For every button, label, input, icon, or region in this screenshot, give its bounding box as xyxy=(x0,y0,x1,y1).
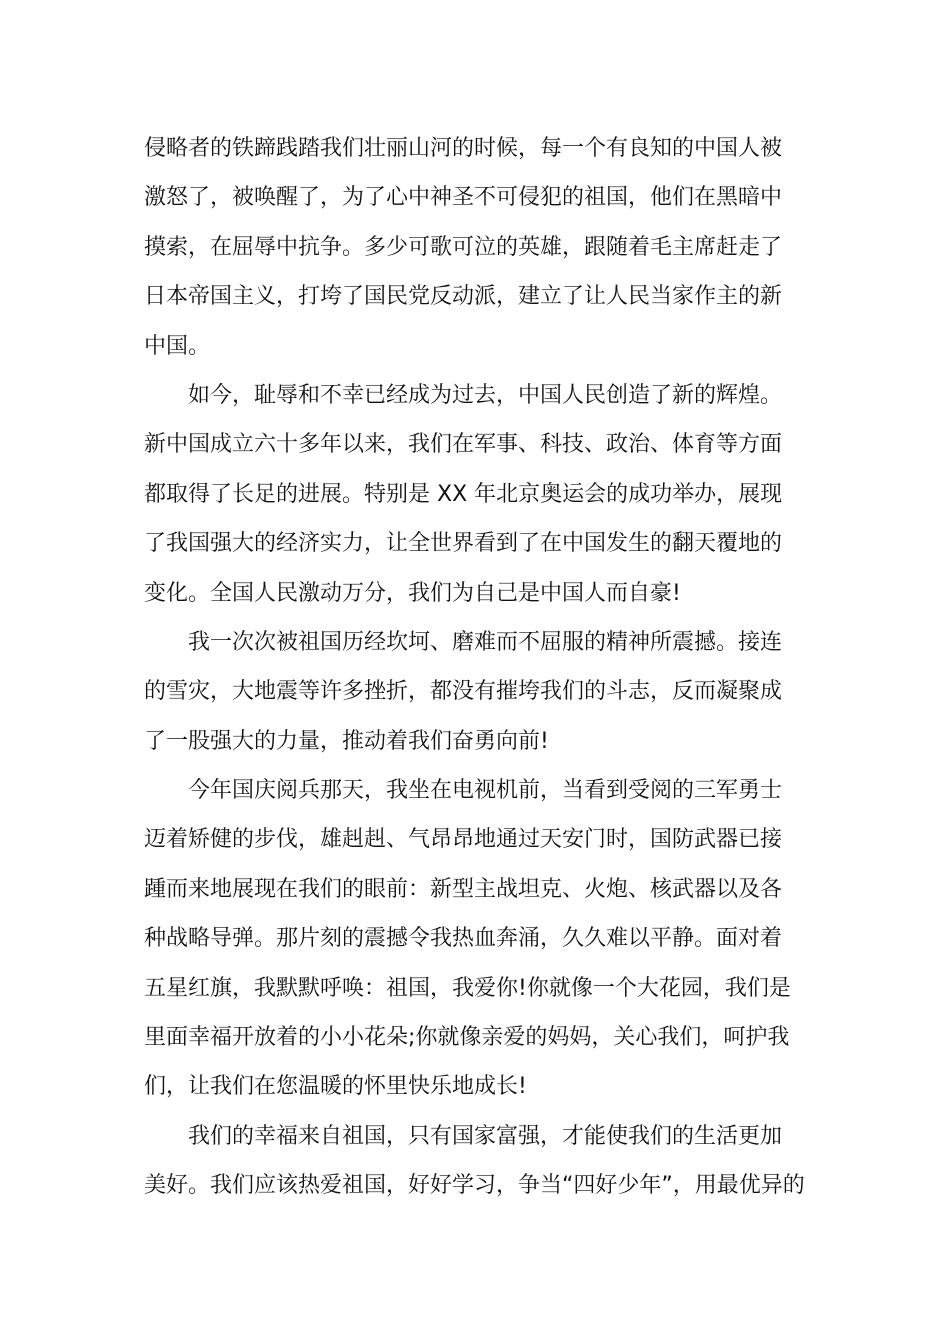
document-body xyxy=(144,124,808,1211)
text-line: 们，让我们在您温暖的怀里快乐地成长! xyxy=(144,1074,527,1100)
paragraph xyxy=(144,766,808,1112)
text-line: 的雪灾，大地震等许多挫折，都没有摧垮我们的斗志，反而凝聚成 xyxy=(144,679,783,705)
text-line: 我们的幸福来自祖国，只有国家富强，才能使我们的生活更加 xyxy=(188,1123,783,1149)
text-line: 里面幸福开放着的小小花朵;你就像亲爱的妈妈，关心我们，呵护我 xyxy=(144,1025,790,1051)
text-line: 如今，耻辱和不幸已经成为过去，中国人民创造了新的辉煌。 xyxy=(188,382,783,408)
text-line: 日本帝国主义，打垮了国民党反动派，建立了让人民当家作主的新 xyxy=(144,284,783,310)
text-line: 侵略者的铁蹄践踏我们壮丽山河的时候，每一个有良知的中国人被 xyxy=(144,136,783,161)
text-line: 美好。我们应该热爱祖国，好好学习，争当“四好少年”，用最优异的 xyxy=(144,1173,805,1199)
paragraph xyxy=(144,124,808,371)
text-line: 激怒了，被唤醒了，为了心中神圣不可侵犯的祖国，他们在黑暗中 xyxy=(144,185,783,211)
text-line: 变化。全国人民激动万分，我们为自己是中国人而自豪! xyxy=(144,580,681,606)
paragraph xyxy=(144,371,808,618)
text-line: 种战略导弹。那片刻的震撼令我热血奔涌，久久难以平静。面对着 xyxy=(144,926,783,952)
text-line: 了一股强大的力量，推动着我们奋勇向前! xyxy=(144,728,549,754)
text-line: 我一次次被祖国历经坎坷、磨难而不屈服的精神所震撼。接连 xyxy=(188,629,783,655)
text-line: 了我国强大的经济实力，让全世界看到了在中国发生的翻天覆地的 xyxy=(144,531,783,557)
text-line: 迈着矫健的步伐，雄赳赳、气昂昂地通过天安门时，国防武器已接 xyxy=(144,827,783,853)
paragraph xyxy=(144,1112,808,1211)
text-line: 新中国成立六十多年以来，我们在军事、科技、政治、体育等方面 xyxy=(144,432,783,458)
text-line: 踵而来地展现在我们的眼前：新型主战坦克、火炮、核武器以及各 xyxy=(144,876,783,902)
text-line: 摸索，在屈辱中抗争。多少可歌可泣的英雄，跟随着毛主席赶走了 xyxy=(144,234,783,260)
paragraph xyxy=(144,618,808,766)
text-line: 今年国庆阅兵那天，我坐在电视机前，当看到受阅的三军勇士 xyxy=(188,778,783,804)
text-line: 都取得了长足的进展。特别是 XX 年北京奥运会的成功举办，展现 xyxy=(144,481,783,507)
text-line: 五星红旗，我默默呼唤：祖国，我爱你!你就像一个大花园，我们是 xyxy=(144,975,791,1001)
text-line: 中国。 xyxy=(144,333,211,359)
